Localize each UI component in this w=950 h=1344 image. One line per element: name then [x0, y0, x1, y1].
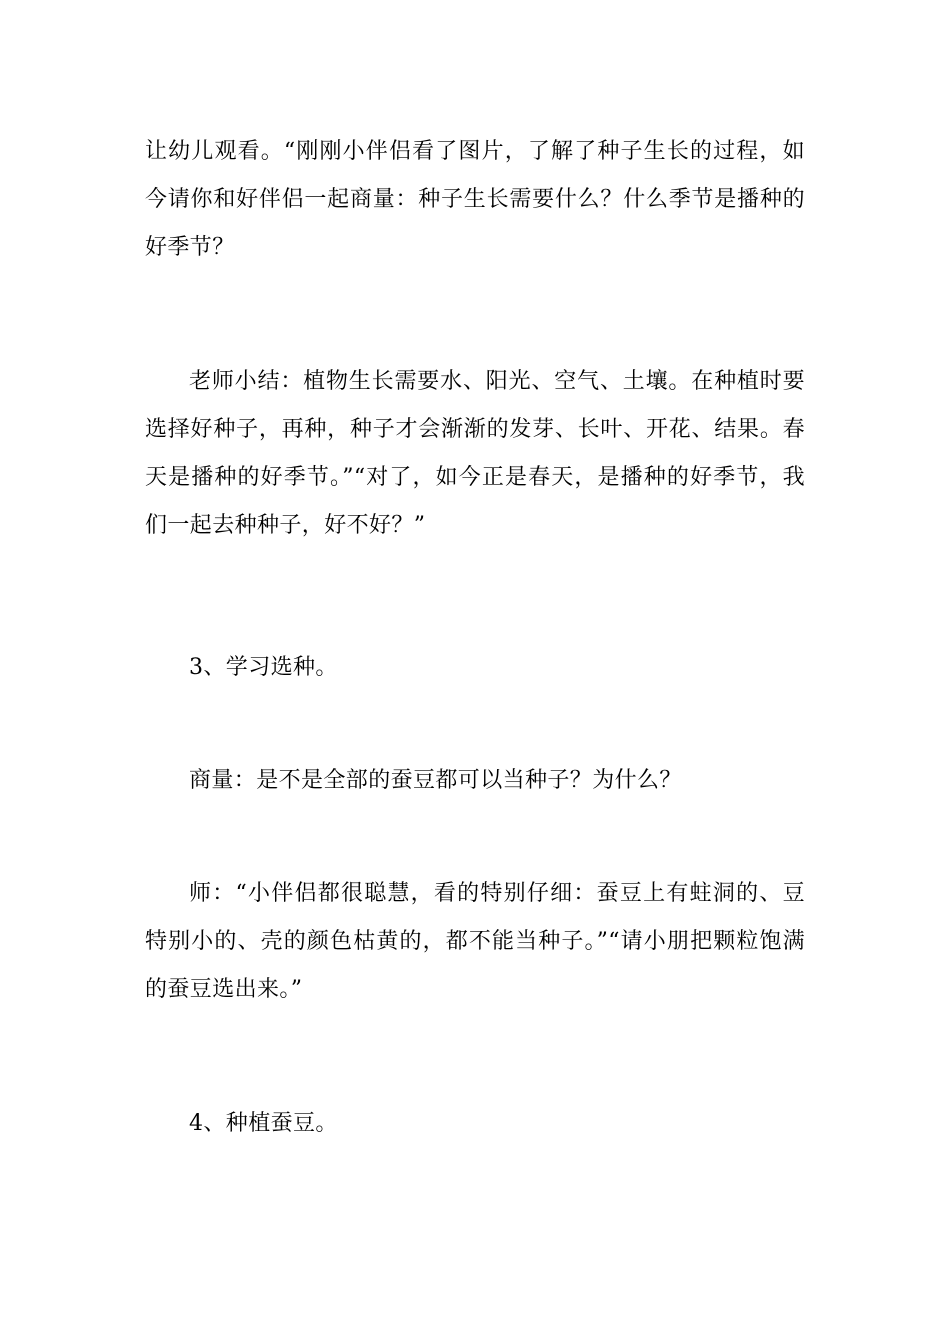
paragraph-teacher-speech: 师：“小伴侣都很聪慧，看的特别仔细：蚕豆上有蛀洞的、豆特别小的、壳的颜色枯黄的，都不能当种子。”“请小朋把颗粒饱满的蚕豆选出来。” [145, 881, 805, 1002]
heading-step-3: 3、学习选种。 [189, 655, 338, 680]
paragraph-teacher-summary: 老师小结：植物生长需要水、阳光、空气、土壤。在种植时要选择好种子，再种，种子才会渐渐的发芽、长叶、开花、结果。春天是播种的好季节。”“对了，如今正是春天，是播种的好季节，我们一起去种种子，好不好？” [145, 369, 805, 538]
paragraph-discussion: 商量：是不是全部的蚕豆都可以当种子？为什么？ [189, 768, 682, 793]
paragraph-intro: 让幼儿观看。“刚刚小伴侣看了图片，了解了种子生长的过程，如今请你和好伴侣一起商量：种子生长需要什么？什么季节是播种的好季节？ [145, 139, 805, 260]
heading-step-4: 4、种植蚕豆。 [189, 1111, 338, 1136]
